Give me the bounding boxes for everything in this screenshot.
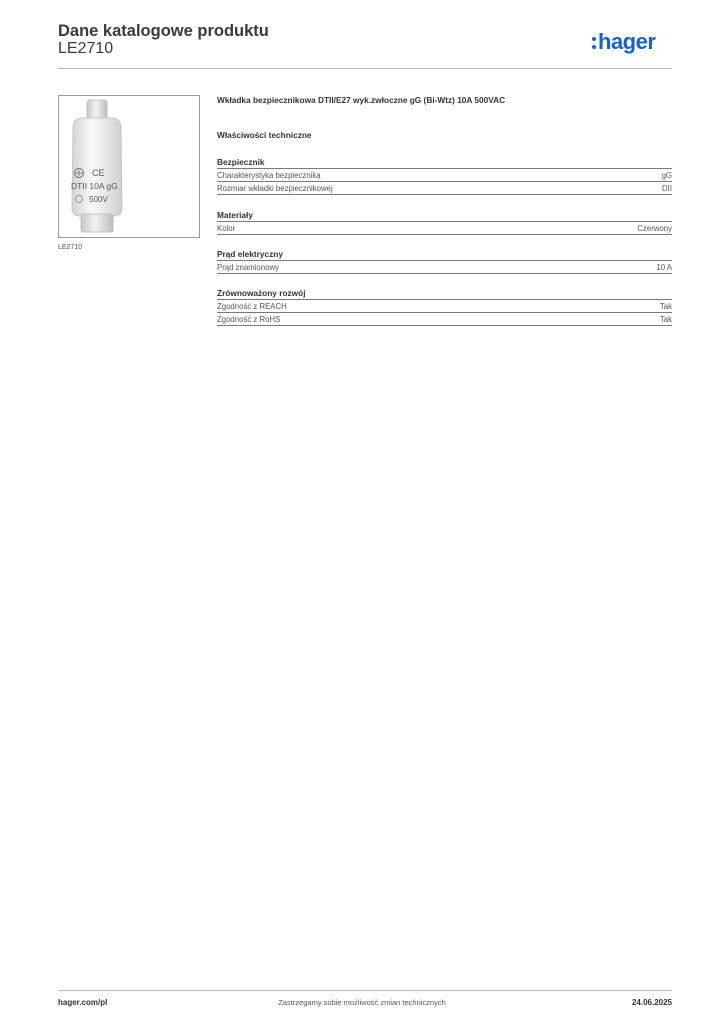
product-code: LE2710 bbox=[58, 40, 114, 57]
row-value: Tak bbox=[659, 315, 672, 324]
row-divider bbox=[217, 273, 672, 274]
footer-date: 24.06.2025 bbox=[631, 998, 672, 1007]
section-materialy bbox=[217, 209, 672, 235]
row-label: Kolor bbox=[217, 224, 236, 233]
product-description: Wkładka bezpiecznikowa DTII/E27 wyk.zwłoczne gG (Bi-Wtz) 10A 500VAC bbox=[217, 95, 506, 105]
product-image bbox=[58, 95, 200, 238]
logo-dots-icon bbox=[592, 29, 598, 55]
row-value: Tak bbox=[659, 302, 672, 311]
footer-divider bbox=[58, 990, 672, 991]
section-zrownowazony-rozwoj bbox=[217, 287, 672, 326]
hager-logo[interactable] bbox=[592, 29, 655, 55]
fuse-illustration bbox=[59, 96, 199, 237]
header-divider bbox=[58, 68, 672, 69]
row-divider bbox=[217, 234, 672, 235]
section-bezpiecznik bbox=[217, 156, 672, 195]
image-caption: LE2710 bbox=[58, 244, 83, 251]
table-row bbox=[217, 300, 672, 312]
row-divider bbox=[217, 325, 672, 326]
section-prad-elektryczny bbox=[217, 248, 672, 274]
section-title: Prąd elektryczny bbox=[217, 249, 283, 259]
row-value: DII bbox=[662, 184, 672, 193]
row-label: Rozmiar wkładki bezpiecznikowej bbox=[217, 184, 333, 193]
section-title: Zrównoważony rozwój bbox=[217, 288, 306, 298]
row-value: gG bbox=[661, 171, 672, 180]
row-value: 10 A bbox=[656, 263, 672, 272]
section-title: Materiały bbox=[217, 210, 253, 220]
section-title: Bezpiecznik bbox=[217, 157, 265, 167]
row-divider bbox=[217, 194, 672, 195]
row-label: Charakterystyka bezpiecznika bbox=[217, 171, 321, 180]
table-row bbox=[217, 313, 672, 325]
properties-heading: Właściwości techniczne bbox=[217, 130, 312, 140]
row-value: Czerwony bbox=[637, 224, 672, 233]
table-row bbox=[217, 261, 672, 273]
row-label: Zgodność z RoHS bbox=[217, 315, 281, 324]
table-row bbox=[217, 222, 672, 234]
page-title: Dane katalogowe produktu bbox=[58, 22, 269, 40]
table-row bbox=[217, 169, 672, 181]
fuse-rating-text: DTII 10A gG bbox=[71, 181, 118, 191]
table-row bbox=[217, 182, 672, 194]
footer-notice: Zastrzegamy sobie możliwość zmian technicznych bbox=[278, 998, 446, 1007]
footer-website-link[interactable]: hager.com/pl bbox=[58, 998, 108, 1007]
fuse-ce-text: CE bbox=[92, 168, 105, 178]
logo-text: hager bbox=[598, 29, 656, 54]
row-label: Prąd znamionowy bbox=[217, 263, 279, 272]
row-label: Zgodność z REACH bbox=[217, 302, 287, 311]
fuse-voltage-text: 500V bbox=[89, 195, 108, 204]
